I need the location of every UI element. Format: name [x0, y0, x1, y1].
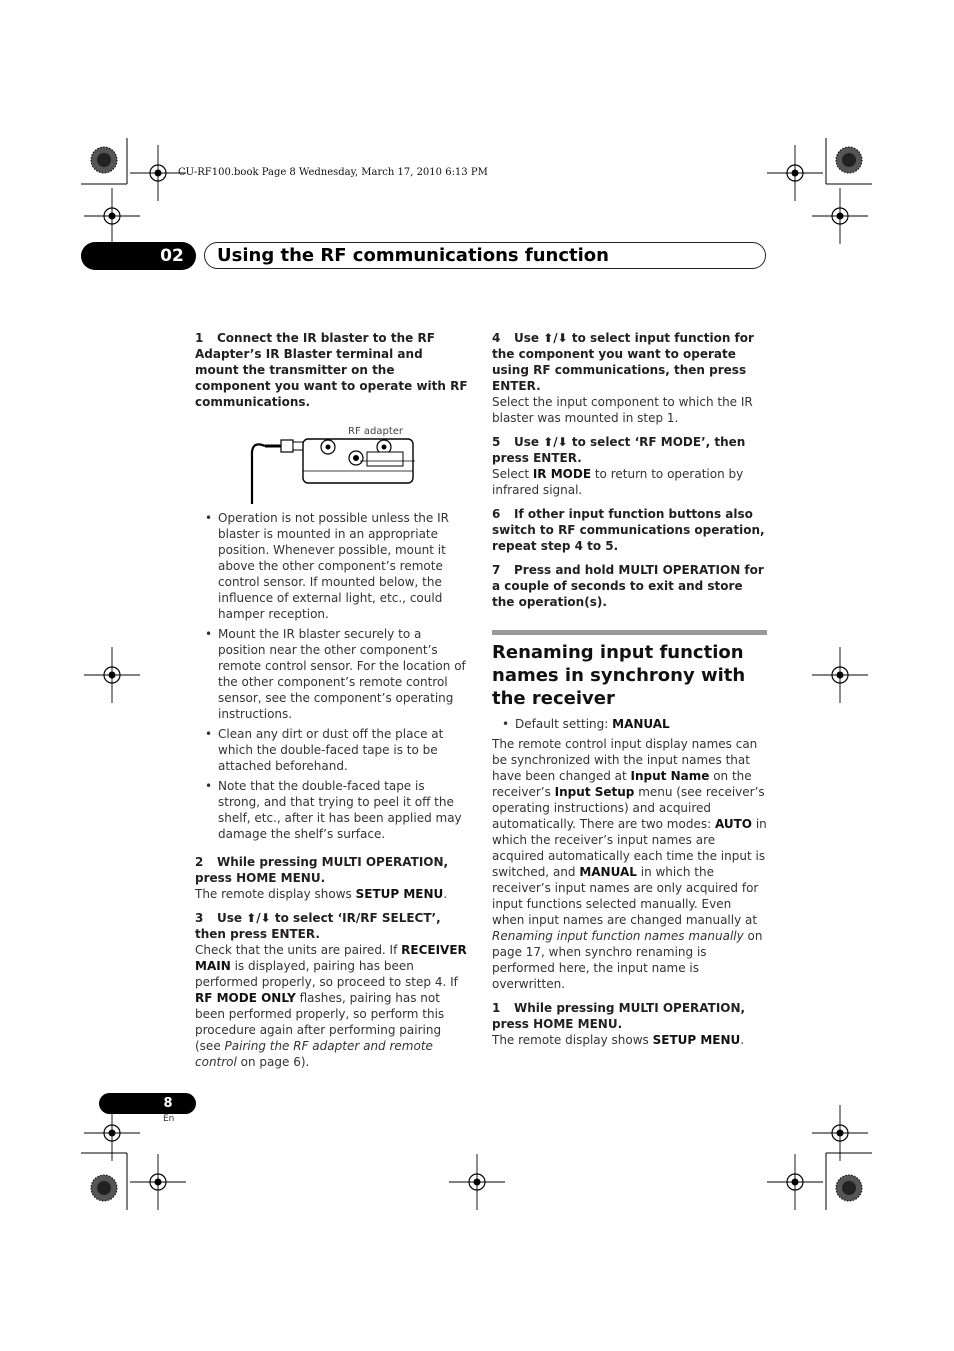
- step-number: 7: [492, 563, 501, 577]
- bullet-list: [195, 510, 469, 842]
- cross-reference: Pairing the RF adapter and remote control: [195, 1039, 433, 1069]
- text: .: [740, 1033, 745, 1047]
- text: Check that the units are paired. If: [195, 943, 402, 957]
- figure-label: RF adapter: [348, 426, 404, 437]
- rf-adapter-illustration: [195, 416, 469, 504]
- step-number: 1: [195, 331, 204, 345]
- step-text: to select input function for the component you want to operate using RF communications, then press ENTER.: [492, 331, 754, 393]
- display-text: SETUP MENU: [652, 1033, 741, 1047]
- text: The remote display shows: [195, 887, 356, 901]
- section-paragraph: [492, 736, 767, 992]
- default-value: MANUAL: [612, 717, 670, 731]
- text: on the receiver’s: [492, 769, 752, 799]
- text: .: [443, 887, 448, 901]
- text: in which the receiver’s input names are only acquired for input functions selected manually. Even when input names are changed manually at: [492, 865, 759, 927]
- step-number: 6: [492, 507, 501, 521]
- step-number: 1: [492, 1001, 501, 1015]
- display-text: RECEIVER MAIN: [195, 943, 467, 973]
- up-down-arrow-icon: ⬆/⬇: [543, 435, 568, 449]
- right-column: [492, 330, 767, 1048]
- step-text: Press and hold MULTI OPERATION for a couple of seconds to exit and store the operation(s).: [492, 563, 764, 609]
- mode-name: AUTO: [714, 817, 753, 831]
- step-text: If other input function buttons also switch to RF communications operation, repeat step 4 to 5.: [492, 507, 765, 553]
- cross-reference: Renaming input function names manually: [492, 929, 744, 943]
- default-label: Default setting:: [515, 717, 613, 731]
- step-5-heading: [492, 434, 767, 466]
- print-info: CU-RF100.book Page 8 Wednesday, March 17, 2010 6:13 PM: [178, 167, 488, 178]
- list-item: • Mount the IR blaster securely to a position near the other component’s remote control sensor. For the location of the other component’s remote control sensor, see the component’s operating instructions.: [195, 626, 469, 722]
- chapter-number: 02: [160, 246, 184, 266]
- step-text: While pressing MULTI OPERATION, press HOME MENU.: [195, 855, 449, 885]
- section-title: Renaming input function names in synchrony with the receiver: [492, 642, 746, 709]
- list-item: • Operation is not possible unless the IR blaster is mounted in an appropriate position. Whenever possible, mount it above the other component’s remote control sensor. If mounted below, the influence of external light, etc., could hamper reception.: [195, 510, 469, 622]
- page-language: En: [163, 1114, 175, 1124]
- step-number: 2: [195, 855, 204, 869]
- display-text: SETUP MENU: [355, 887, 444, 901]
- up-down-arrow-icon: ⬆/⬇: [543, 331, 568, 345]
- default-setting-list: [492, 716, 767, 732]
- text: The remote display shows: [492, 1033, 653, 1047]
- list-item: • Clean any dirt or dust off the place at which the double-faced tape is to be attached beforehand.: [195, 726, 469, 774]
- step-2-body: [195, 886, 469, 902]
- text: on page 6).: [236, 1055, 310, 1069]
- crop-mark-top-right: [767, 138, 872, 244]
- step-6-heading: [492, 506, 767, 554]
- text: to return to operation by infrared signal.: [492, 467, 744, 497]
- step-number: 4: [492, 331, 501, 345]
- text: is displayed, pairing has been performed properly, so proceed to step 4. If: [195, 959, 458, 989]
- step-number: 3: [195, 911, 204, 925]
- step-text: Use: [217, 911, 247, 925]
- display-text: IR MODE: [532, 467, 592, 481]
- step-3-heading: [195, 910, 469, 942]
- rf-adapter-figure: [195, 416, 469, 504]
- section-step-1-heading: [492, 1000, 767, 1032]
- text: flashes, pairing has not been performed properly, so perform this procedure again after performing pairing (see: [195, 991, 445, 1053]
- left-column: [195, 330, 469, 1070]
- list-item: • Note that the double-faced tape is strong, and that trying to peel it off the shelf, etc., after it has been applied may damage the shelf’s surface.: [195, 778, 469, 842]
- text: menu (see receiver’s operating instructions) and acquired automatically. There are two modes:: [492, 785, 765, 831]
- step-3-body: [195, 942, 469, 1070]
- chapter-title: Using the RF communications function: [217, 245, 609, 266]
- step-number: 5: [492, 435, 501, 449]
- mode-name: MANUAL: [579, 865, 637, 879]
- text: in which the receiver’s input names are acquired automatically each time the input is switched, and: [492, 817, 767, 879]
- step-2-heading: [195, 854, 469, 886]
- text: The remote control input display names can be synchronized with the input names that have been changed at: [492, 737, 758, 783]
- menu-name: Input Setup: [554, 785, 635, 799]
- crop-mark-left-middle: [84, 647, 140, 703]
- step-text: While pressing MULTI OPERATION, press HOME MENU.: [492, 1001, 746, 1031]
- step-5-body: [492, 466, 767, 498]
- step-text: Use: [514, 331, 544, 345]
- step-text: Use: [514, 435, 544, 449]
- up-down-arrow-icon: ⬆/⬇: [246, 911, 271, 925]
- list-item: [492, 716, 767, 732]
- step-text: to select ‘RF MODE’, then press ENTER.: [492, 435, 746, 465]
- display-text: RF MODE ONLY: [195, 991, 296, 1005]
- crop-mark-bottom-right: [767, 1105, 872, 1210]
- crop-mark-top-left: [81, 138, 186, 244]
- menu-name: Input Name: [630, 769, 710, 783]
- section-step-1-body: [492, 1032, 767, 1048]
- text: on page 17, when synchro renaming is performed here, the input name is overwritten.: [492, 929, 763, 991]
- crop-mark-right-middle: [812, 647, 868, 703]
- section-divider: [492, 630, 767, 635]
- step-text: to select ‘IR/RF SELECT’, then press ENTER.: [195, 911, 441, 941]
- crop-mark-bottom-center: [449, 1154, 505, 1210]
- step-7-heading: [492, 562, 767, 610]
- step-4-body: Select the input component to which the IR blaster was mounted in step 1.: [492, 395, 753, 425]
- step-text: Connect the IR blaster to the RF Adapter’s IR Blaster terminal and mount the transmitter on the component you want to operate with RF communications.: [195, 331, 468, 409]
- step-4-heading: [492, 330, 767, 394]
- page-number-badge: [99, 1093, 196, 1114]
- step-1-heading: [195, 330, 469, 410]
- page-number: 8: [163, 1096, 173, 1111]
- text: Select: [492, 467, 533, 481]
